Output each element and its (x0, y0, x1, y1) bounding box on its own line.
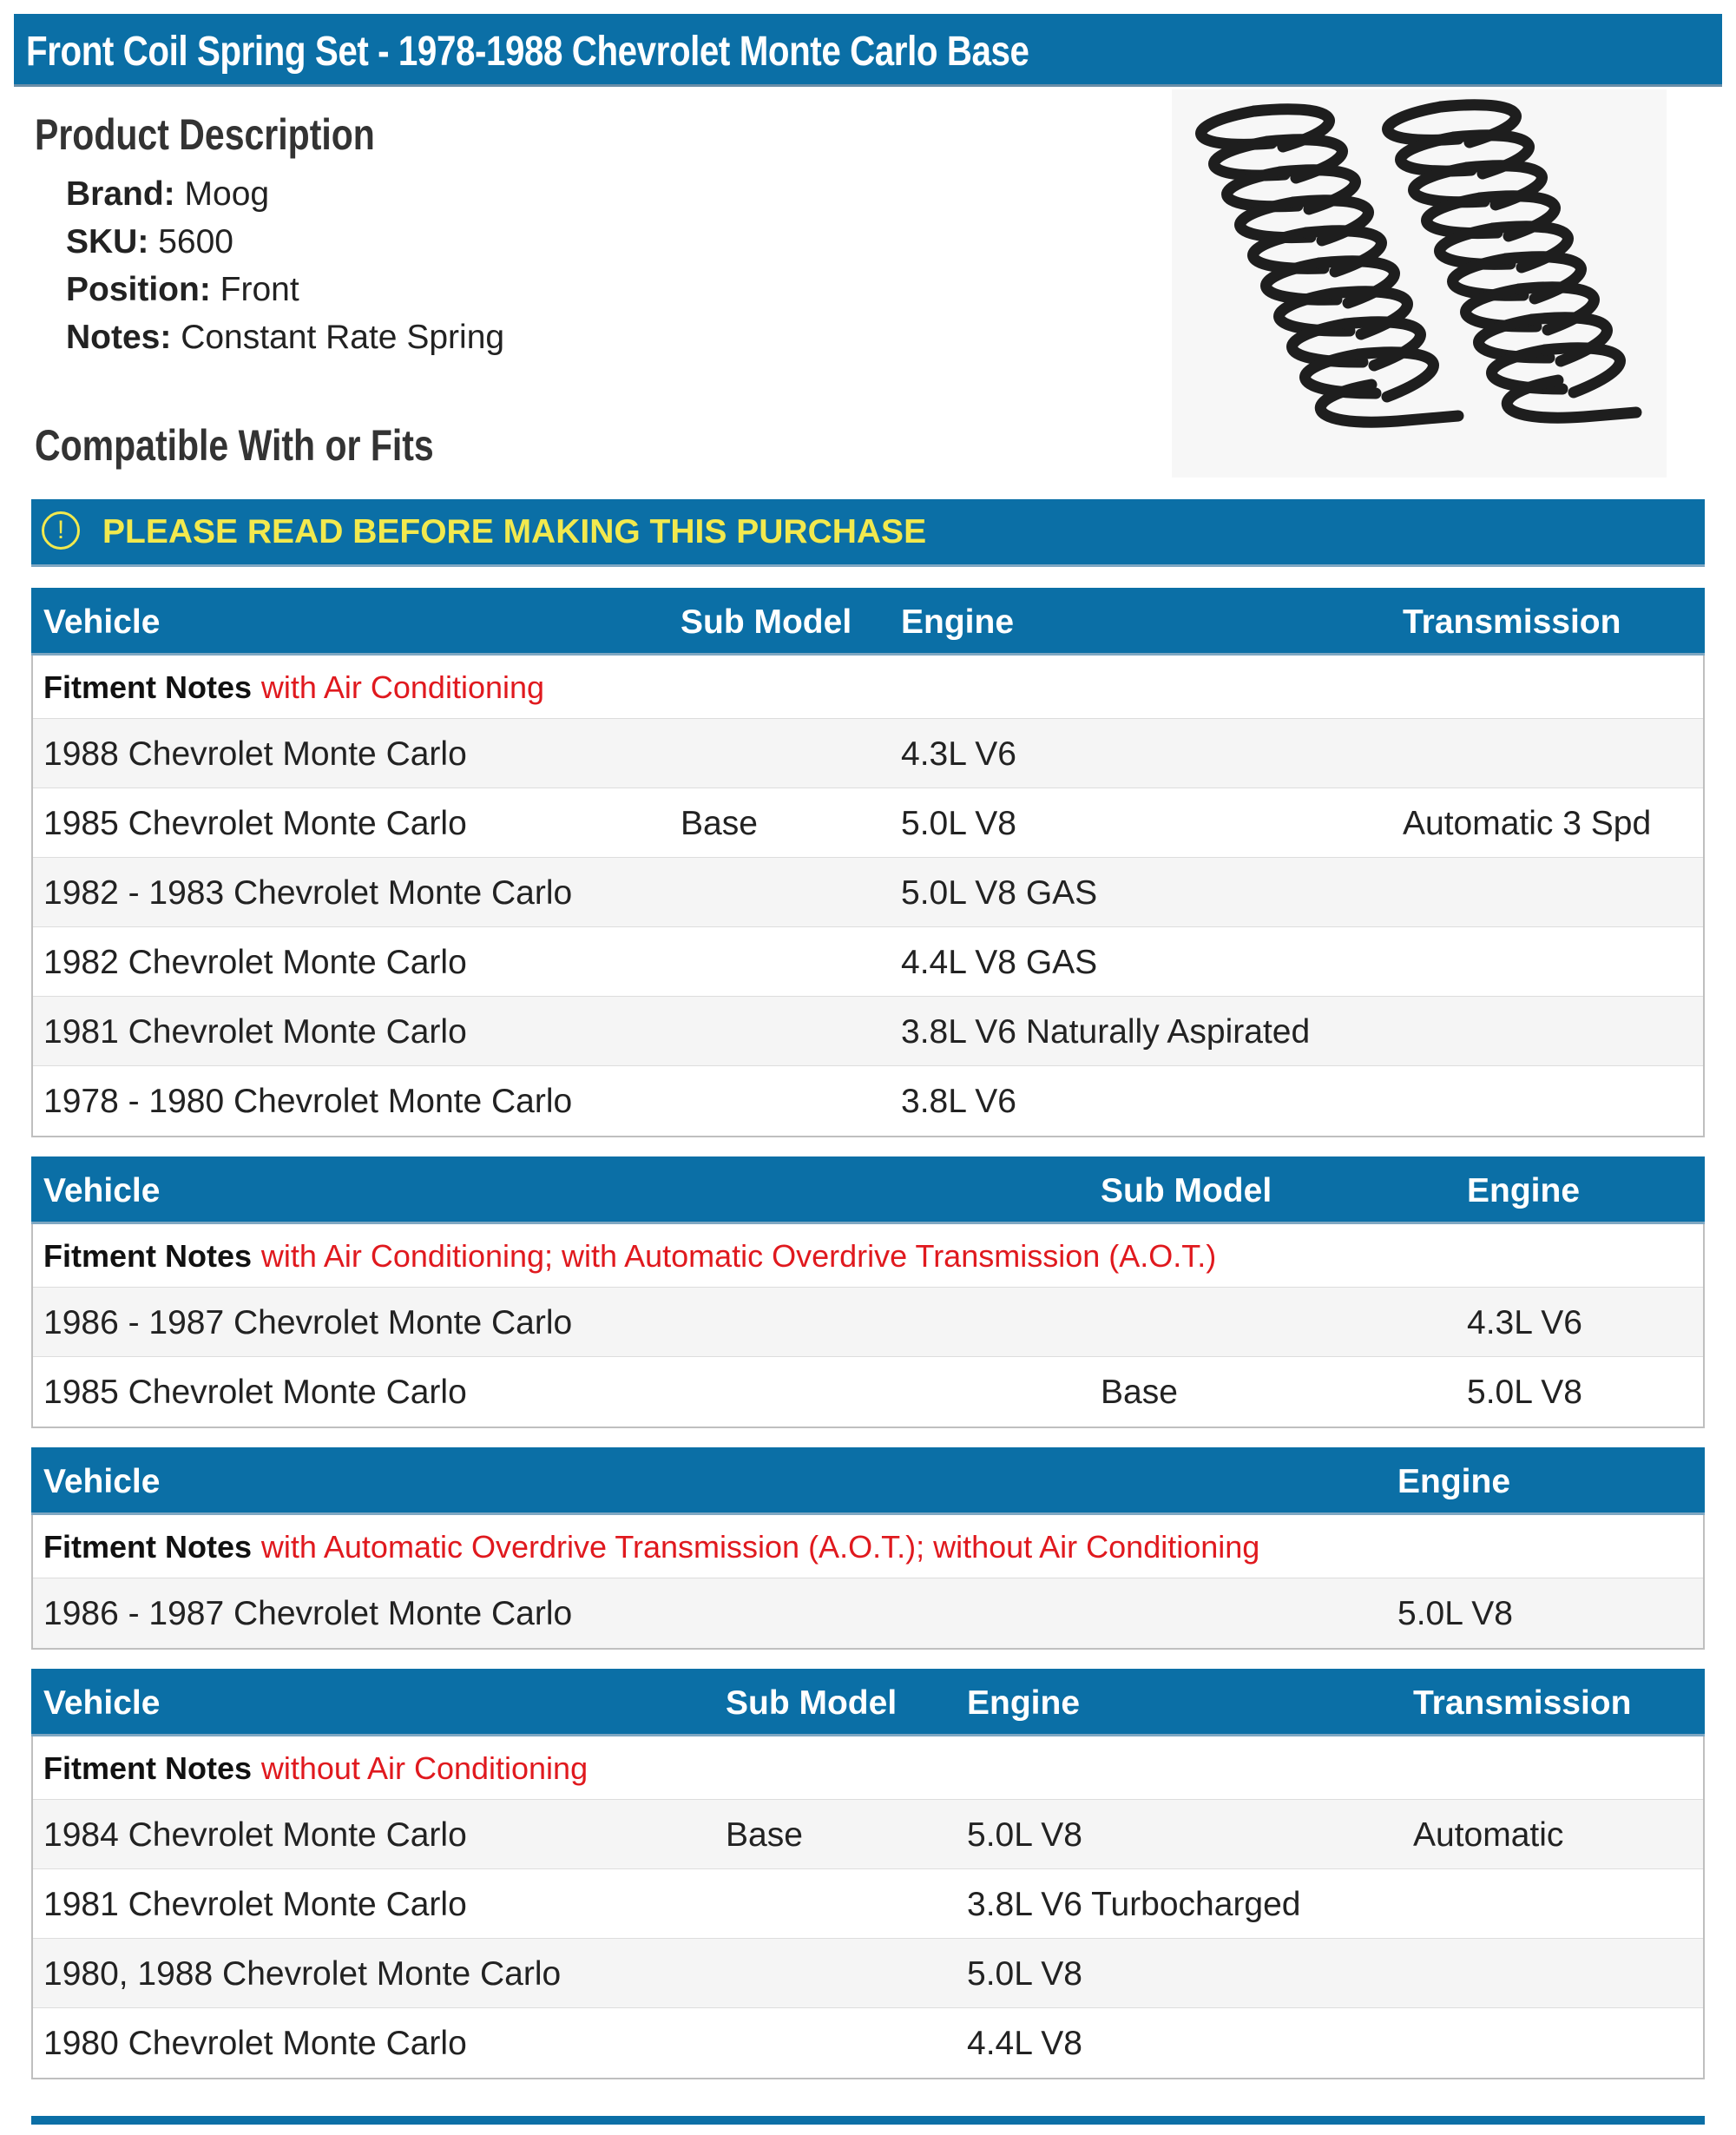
notes-value: Constant Rate Spring (181, 319, 505, 356)
table-row (33, 2008, 1703, 2078)
cell-vehicle: 1984 Chevrolet Monte Carlo (43, 1816, 467, 1854)
coil-spring-image (1172, 89, 1667, 478)
table-row (33, 719, 1703, 788)
cell-vehicle: 1980, 1988 Chevrolet Monte Carlo (43, 1955, 562, 1993)
product-description-heading: Product Description (35, 110, 375, 159)
cell-engine: 4.4L V8 GAS (901, 944, 1098, 981)
header-engine: Engine (967, 1684, 1081, 1722)
header-transmission: Transmission (1413, 1684, 1632, 1722)
brand-row (66, 170, 504, 218)
table-row (33, 927, 1703, 997)
page-title: Front Coil Spring Set - 1978-1988 Chevrolet Monte Carlo Base (26, 29, 1029, 75)
fitment-notes-label: Fitment Notes (43, 1238, 253, 1274)
bottom-divider (31, 2116, 1705, 2125)
cell-vehicle: 1988 Chevrolet Monte Carlo (43, 735, 467, 773)
header-vehicle: Vehicle (43, 603, 161, 641)
fitment-notes-text: with Air Conditioning (260, 669, 545, 705)
fitment-notes-label: Fitment Notes (43, 1529, 253, 1565)
fitment-notes-label: Fitment Notes (43, 1750, 253, 1786)
cell-vehicle: 1982 - 1983 Chevrolet Monte Carlo (43, 874, 573, 912)
position-row (66, 266, 504, 313)
cell-sub-model: Base (1101, 1374, 1178, 1411)
notice-text: PLEASE READ BEFORE MAKING THIS PURCHASE (102, 513, 927, 550)
table-row (33, 1800, 1703, 1869)
cell-engine: 5.0L V8 (1467, 1374, 1582, 1411)
sku-row (66, 218, 504, 266)
sku-label: SKU: (66, 223, 149, 260)
fitment-table (31, 1156, 1705, 1428)
fitment-notes-row (33, 656, 1703, 719)
cell-transmission: Automatic (1413, 1816, 1564, 1854)
cell-vehicle: 1985 Chevrolet Monte Carlo (43, 805, 467, 842)
header-vehicle: Vehicle (43, 1684, 161, 1722)
title-bar (14, 14, 1722, 87)
fitment-notes-row (33, 1736, 1703, 1800)
purchase-notice-banner (31, 499, 1705, 567)
cell-engine: 3.8L V6 Naturally Aspirated (901, 1013, 1311, 1051)
table-row (33, 1357, 1703, 1427)
product-description (66, 170, 504, 361)
cell-sub-model: Base (681, 805, 758, 842)
position-label: Position: (66, 271, 211, 308)
cell-transmission: Automatic 3 Spd (1403, 805, 1652, 842)
exclamation-circle-icon: ! (42, 511, 80, 550)
fitment-table (31, 1669, 1705, 2079)
cell-vehicle: 1985 Chevrolet Monte Carlo (43, 1374, 467, 1411)
table-row (33, 1578, 1703, 1648)
fitment-notes-row (33, 1515, 1703, 1578)
table-header (31, 1447, 1705, 1515)
cell-engine: 3.8L V6 (901, 1083, 1016, 1120)
table-header (31, 1156, 1705, 1224)
table-row (33, 997, 1703, 1066)
cell-engine: 5.0L V8 (901, 805, 1016, 842)
cell-engine: 5.0L V8 (1397, 1595, 1513, 1632)
header-engine: Engine (901, 603, 1015, 641)
cell-engine: 4.3L V6 (901, 735, 1016, 773)
table-row (33, 858, 1703, 927)
brand-label: Brand: (66, 175, 175, 213)
cell-vehicle: 1986 - 1987 Chevrolet Monte Carlo (43, 1595, 573, 1632)
table-row (33, 1066, 1703, 1136)
table-row (33, 788, 1703, 858)
fitment-notes-text: without Air Conditioning (260, 1750, 589, 1786)
fitment-table (31, 588, 1705, 1137)
fitment-notes-text: with Automatic Overdrive Transmission (A.O.T.); without Air Conditioning (260, 1529, 1260, 1565)
cell-vehicle: 1978 - 1980 Chevrolet Monte Carlo (43, 1083, 573, 1120)
fitment-table (31, 1447, 1705, 1650)
cell-vehicle: 1986 - 1987 Chevrolet Monte Carlo (43, 1304, 573, 1341)
header-sub-model: Sub Model (1101, 1172, 1272, 1209)
table-row (33, 1869, 1703, 1939)
cell-engine: 5.0L V8 GAS (901, 874, 1098, 912)
table-row (33, 1939, 1703, 2008)
coil-spring-icon (1172, 89, 1667, 478)
notes-row (66, 313, 504, 361)
header-sub-model: Sub Model (681, 603, 852, 641)
cell-engine: 5.0L V8 (967, 1955, 1082, 1993)
table-header (31, 1669, 1705, 1736)
fitment-notes-text: with Air Conditioning; with Automatic Overdrive Transmission (A.O.T.) (260, 1238, 1217, 1274)
cell-vehicle: 1981 Chevrolet Monte Carlo (43, 1886, 467, 1923)
header-engine: Engine (1397, 1463, 1511, 1500)
cell-engine: 3.8L V6 Turbocharged (967, 1886, 1301, 1923)
fitment-notes-row (33, 1224, 1703, 1288)
fitment-notes-label: Fitment Notes (43, 669, 253, 705)
cell-sub-model: Base (726, 1816, 803, 1854)
sku-value: 5600 (158, 223, 233, 260)
header-vehicle: Vehicle (43, 1463, 161, 1500)
table-row (33, 1288, 1703, 1357)
header-transmission: Transmission (1403, 603, 1621, 641)
position-value: Front (220, 271, 299, 308)
brand-value: Moog (184, 175, 270, 213)
table-header (31, 588, 1705, 656)
cell-engine: 5.0L V8 (967, 1816, 1082, 1854)
cell-engine: 4.3L V6 (1467, 1304, 1582, 1341)
cell-vehicle: 1980 Chevrolet Monte Carlo (43, 2025, 467, 2062)
header-vehicle: Vehicle (43, 1172, 161, 1209)
header-engine: Engine (1467, 1172, 1581, 1209)
header-sub-model: Sub Model (726, 1684, 898, 1722)
compatible-heading: Compatible With or Fits (35, 421, 434, 470)
cell-engine: 4.4L V8 (967, 2025, 1082, 2062)
cell-vehicle: 1982 Chevrolet Monte Carlo (43, 944, 467, 981)
cell-vehicle: 1981 Chevrolet Monte Carlo (43, 1013, 467, 1051)
notes-label: Notes: (66, 319, 172, 356)
